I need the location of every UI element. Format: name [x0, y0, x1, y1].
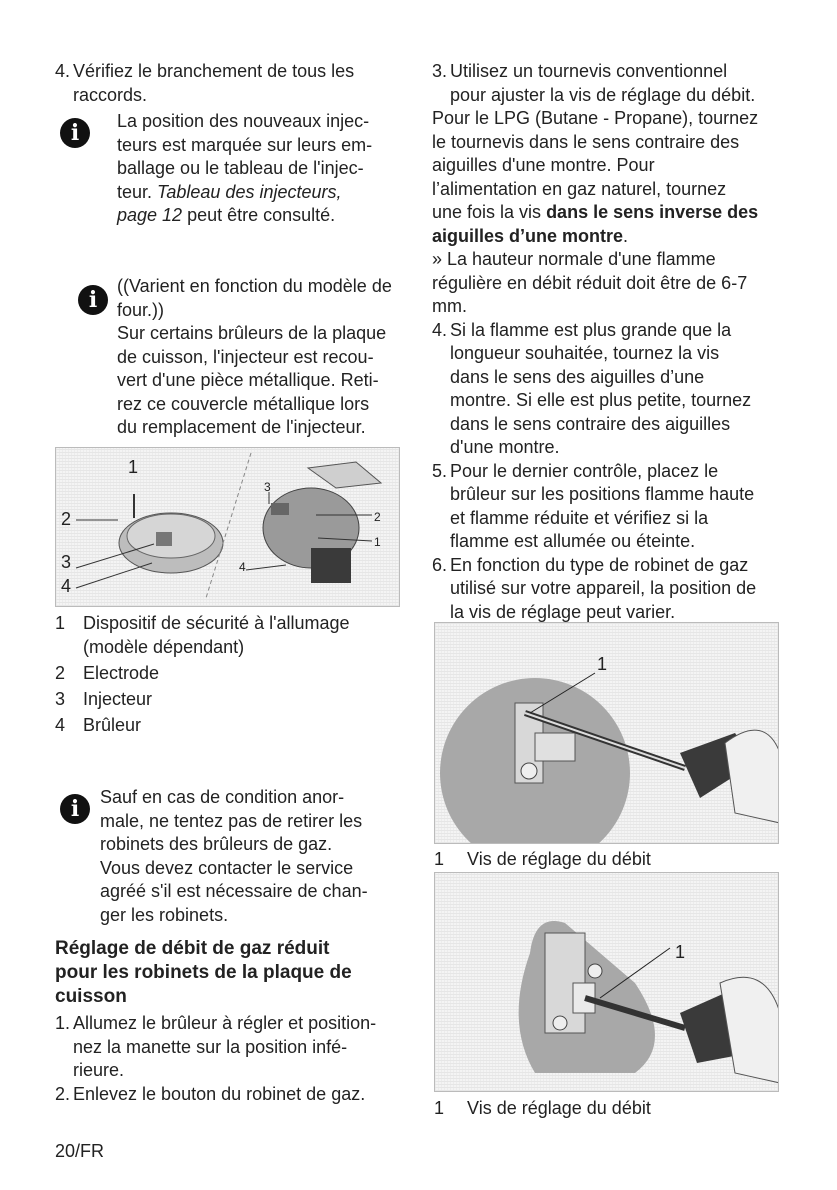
figure-label-4: 4 — [61, 576, 72, 596]
info-line: Vous devez contacter le service — [100, 857, 354, 878]
left-column — [55, 60, 410, 107]
adjustment-screw-figure-1 — [434, 622, 779, 844]
figure-label-3: 3 — [61, 552, 72, 572]
page-number: 20/FR — [55, 1141, 105, 1161]
info-line: Sur certains brûleurs de la plaque — [117, 323, 387, 343]
step-6: 6. En fonction du type de robinet de gaz utilisé sur votre appareil, la position de la vis de réglage peut varier. — [432, 554, 757, 622]
paragraph-line: Pour le LPG (Butane - Propane), tournez — [432, 108, 759, 128]
burner-components-figure — [55, 447, 400, 607]
paragraph-line: aiguilles d'une montre. Pour — [432, 155, 655, 175]
caption-text: Vis de réglage du débit — [467, 1098, 651, 1118]
legend-text: Dispositif de sécurité à l'allumage (modèle dépendant) — [83, 613, 350, 657]
step-5: 5. Pour le dernier contrôle, placez le brûleur sur les positions flamme haute et flamme réduite et vérifiez si la flamme est allumée ou éteinte. — [432, 460, 755, 551]
step-1: 1. Allumez le brûleur à régler et position- nez la manette sur la position infé- rieure. — [55, 1013, 377, 1080]
paragraph-line: l’alimentation en gaz naturel, tournez — [432, 178, 727, 199]
info-line: du remplacement de l'injecteur. — [117, 417, 366, 437]
info-note-metal-cover — [60, 275, 420, 445]
legend-text: Electrode — [83, 663, 160, 683]
hand-shape — [720, 977, 778, 1083]
paragraph-line: aiguilles d’une montre. — [432, 225, 629, 246]
info-line: agréé s'il est nécessaire de chan- — [100, 881, 368, 901]
info-line: teurs est marquée sur leurs em- — [117, 134, 373, 155]
info-line: ger les robinets. — [100, 904, 229, 925]
section-title: Réglage de débit de gaz réduit pour les robinets de la plaque de cuisson — [55, 938, 352, 1007]
leader-line — [246, 565, 286, 570]
step-4: 4. Si la flamme est plus grande que la longueur souhaitée, tournez la vis dans le sens des aiguilles d’une montre. Si elle est plus petite, tournez dans le sens contraire des aiguilles d'une montre. — [432, 319, 752, 457]
step-number: 3. — [432, 61, 448, 81]
left-steps — [55, 1012, 415, 1106]
figure-label: 1 — [675, 942, 686, 962]
paragraph-line: le tournevis dans le sens contraire des — [432, 131, 740, 152]
figure-label: 1 — [597, 654, 608, 674]
info-icon: i — [60, 794, 90, 824]
legend-item — [55, 714, 405, 740]
caption-number: 1 — [434, 849, 445, 869]
info-line: vert d'une pièce métallique. Reti- — [117, 370, 379, 390]
legend-item — [55, 662, 405, 688]
burner-diagram — [56, 448, 399, 606]
step-text: Vérifiez le branchement de tous les raccords. — [73, 61, 355, 105]
step-number: 1. — [55, 1013, 71, 1033]
info-line: rez ce couvercle métallique lors — [117, 393, 370, 414]
note-line: mm. — [432, 296, 467, 316]
injector-shape — [156, 532, 172, 546]
legend-number: 3 — [55, 689, 66, 709]
figure-1-caption — [434, 848, 651, 872]
legend-text: Brûleur — [83, 715, 142, 735]
info-line: ((Varient en fonction du modèle de — [117, 276, 392, 296]
legend-number: 1 — [55, 613, 66, 633]
right-column — [432, 60, 792, 624]
step-number: 6. — [432, 554, 448, 575]
metal-cover-shape — [308, 462, 381, 488]
screw-shape — [521, 763, 537, 779]
note-line: régulière en débit réduit doit être de 6-7 — [432, 272, 748, 293]
caption-text: Vis de réglage du débit — [467, 849, 651, 869]
figure-label-4-right: 4 — [239, 560, 246, 574]
info-note-gas-taps — [55, 786, 410, 931]
valve-shaft-shape — [535, 733, 575, 761]
legend-item — [55, 688, 405, 714]
burner-legend — [55, 612, 405, 740]
figure-label-1: 1 — [128, 457, 139, 477]
step-3: 3. Utilisez un tournevis conventionnel pour ajuster la vis de réglage du débit. — [432, 61, 756, 105]
step-4-check-connections — [55, 60, 410, 107]
info-line: Sauf en cas de condition anor- — [100, 787, 345, 807]
step-number: 4. — [432, 319, 448, 340]
screw-shape — [588, 964, 602, 978]
hand-shape — [725, 730, 778, 823]
legend-text: Injecteur — [83, 689, 153, 709]
info-line: four.)) — [117, 299, 165, 320]
info-line: de cuisson, l'injecteur est recou- — [117, 346, 374, 367]
info-line: teur. Tableau des injecteurs, — [117, 181, 342, 202]
info-note-injector-position — [60, 110, 410, 240]
screwdriver-diagram-2 — [435, 873, 778, 1091]
figure-label-3-right: 3 — [264, 480, 271, 494]
info-line: robinets des brûleurs de gaz. — [100, 834, 333, 854]
leader-line — [76, 563, 152, 588]
step-2: 2. Enlevez le bouton du robinet de gaz. — [55, 1083, 415, 1107]
figure-label-2-right: 2 — [374, 510, 381, 524]
legend-number: 4 — [55, 715, 66, 735]
adjustment-screw-figure-2 — [434, 872, 779, 1092]
paragraph-line: une fois la vis dans le sens inverse des — [432, 202, 759, 222]
info-line: ballage ou le tableau de l'injec- — [117, 158, 364, 178]
info-line: La position des nouveaux injec- — [117, 111, 370, 131]
caption-number: 1 — [434, 1098, 445, 1118]
step-number: 2. — [55, 1083, 71, 1104]
figure-2-caption — [434, 1097, 651, 1121]
info-icon: i — [60, 118, 90, 148]
legend-number: 2 — [55, 663, 66, 683]
info-line: page 12 peut être consulté. — [117, 205, 336, 225]
info-icon: i — [78, 285, 108, 315]
legend-item — [55, 612, 405, 662]
burner-neck-shape — [311, 548, 351, 583]
figure-label-1-right: 1 — [374, 535, 381, 549]
step-number: 4. — [55, 61, 71, 81]
info-line: male, ne tentez pas de retirer les — [100, 810, 363, 831]
screw-shape — [553, 1016, 567, 1030]
injector-shape — [271, 503, 289, 515]
step-number: 5. — [432, 460, 448, 481]
figure-label-2: 2 — [61, 509, 72, 529]
note-line: » La hauteur normale d'une flamme — [432, 249, 716, 269]
